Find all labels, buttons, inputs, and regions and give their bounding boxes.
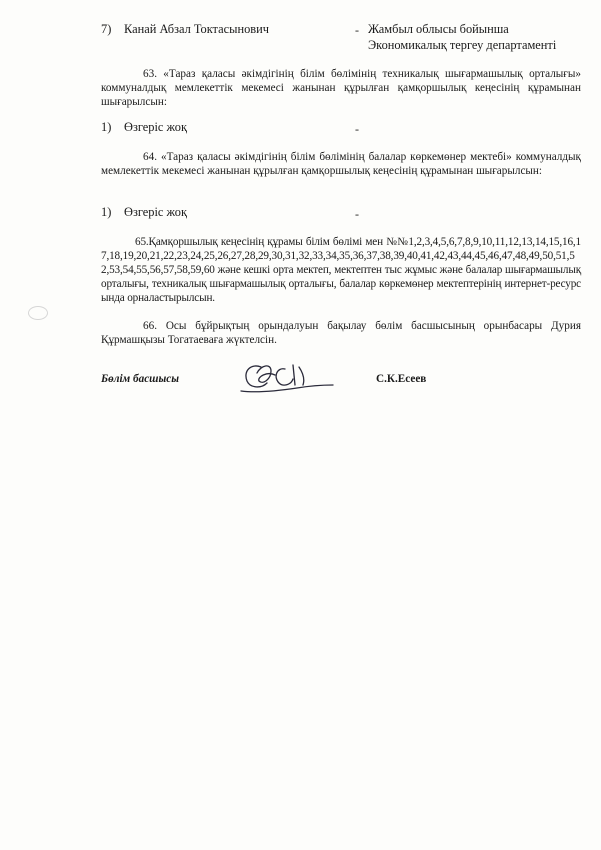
item-63-sub-text: Өзгеріс жоқ [124, 120, 187, 134]
member-name: Канай Абзал Токтасынович [124, 22, 269, 36]
item-64-text: 64. «Тараз қаласы әкімдігінің білім бөлімінің балалар көркемөнер мектебі» коммуналдық мемлекеттік мекемесі жанынан құрылған қамқоршылық кеңесінің құрамынан шығарылсын: [101, 151, 581, 177]
member-position-line2: Экономикалық тергеу департаменті [368, 38, 557, 52]
signature-name: С.К.Есеев [376, 373, 427, 385]
item-63-text: 63. «Тараз қаласы әкімдігінің білім бөлімінің техникалық шығармашылық орталығы» коммуналдық мемлекеттік мекемесі жанынан құрылған қамқоршылық кеңесінің құрамынан шығарылсын: [101, 68, 581, 108]
member-position-line1: Жамбыл облысы бойынша [368, 22, 509, 36]
handwritten-signature [237, 355, 337, 401]
item-66-text: 66. Осы бұйрықтың орындалуын бақылау бөлім басшысының орынбасары Дурия Құрмашқызы Тогатаеваға жүктелсін. [101, 320, 581, 346]
member-dash: - [355, 23, 359, 37]
item-64-sub-number: 1) [101, 205, 112, 219]
item-64-sub-dash: - [355, 207, 359, 221]
item-63-sub-dash: - [355, 122, 359, 136]
member-number: 7) [101, 22, 112, 36]
item-65-text: 65.Қамқоршылық кеңесінің құрамы білім бөлімі мен №№1,2,3,4,5,6,7,8,9,10,11,12,13,14,15,16,17,18,19,20,21,22,23,24,25,26,27,28,29,30,31,32,33,34,35,36,37,38,39,40,41,42,43,44,45,46,47,48,49,50,51,52,53,54,55,56,57,58,59,60 және кешкі орта мектеп, мектептен тыс жұмыс және балалар шығармашылық орталығы, техникалық шығармашылық орталығы, балалар көркемөнер мектептерінің интернет-ресурсында орналастырылсын. [101, 236, 581, 304]
item-64-sub-text: Өзгеріс жоқ [124, 205, 187, 219]
item-63-sub-number: 1) [101, 120, 112, 134]
signature-title: Бөлім басшысы [101, 373, 179, 385]
scan-hole-mark [28, 306, 48, 320]
